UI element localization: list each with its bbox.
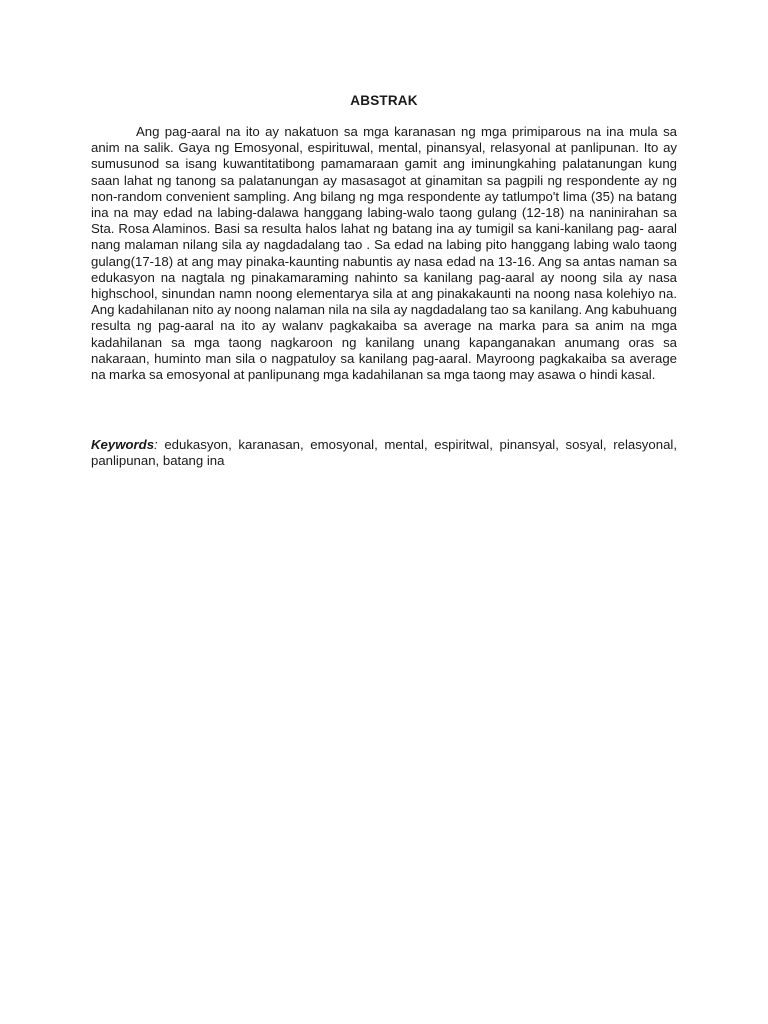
abstract-paragraph: Ang pag-aaral na ito ay nakatuon sa mga karanasan ng mga primiparous na ina mula sa anim na salik. Gaya ng Emosyonal, espirituwal, mental, pinansyal, relasyonal at panlipunan. Ito ay sumusunod sa isang kuwantitatibong pamamaraan gamit ang iminungkahing palatanungan kung saan lahat ng tanong sa palatanungan ay masasagot at ginamitan sa pagpili ng respondente ay ng non-random convenient sampling. Ang bilang ng mga respondente ay tatlumpo't lima (35) na batang ina na may edad na labing-dalawa hanggang labing-walo taong gulang (12-18) na naninirahan sa Sta. Rosa Alaminos. Basi sa resulta halos lahat ng batang ina ay tumigil sa kani-kanilang pag- aaral nang malaman nilang sila ay nagdadalang tao . Sa edad na labing pito hanggang labing walo taong gulang(17-18) at ang may pinaka-kaunting nabuntis ay nasa edad na 13-16. Ang sa antas naman sa edukasyon na nagtala ng pinakamaraming nahinto sa kanilang pag-aaral ay noong sila ay nasa highschool, sinundan namn noong elementarya sila at ang pinakakaunti na noong nasa kolehiyo na. Ang kadahilanan nito ay noong nalaman nila na sila ay nagdadalang tao sa kanilang. Ang kabuhuang resulta ng pag-aaral na ito ay walanv pagkakaiba sa average na marka para sa anim na mga kadahilanan sa mga taong nagkaroon ng kanilang unang kapanganakan anumang oras sa nakaraan, huminto man sila o nagpatuloy sa kanilang pag-aaral. Mayroong pagkakaiba sa average na marka sa emosyonal at panlipunang mga kadahilanan sa mga taong may asawa o hindi kasal. bbox=[91, 124, 677, 383]
keywords-list: edukasyon, karanasan, emosyonal, mental, espiritwal, pinansyal, sosyal, relasyonal, panlipunan, batang ina bbox=[91, 437, 677, 469]
keywords-label: Keywords bbox=[91, 437, 155, 452]
keywords-colon: : bbox=[154, 437, 158, 452]
keywords-paragraph bbox=[91, 437, 677, 469]
abstract-title: ABSTRAK bbox=[350, 93, 418, 108]
